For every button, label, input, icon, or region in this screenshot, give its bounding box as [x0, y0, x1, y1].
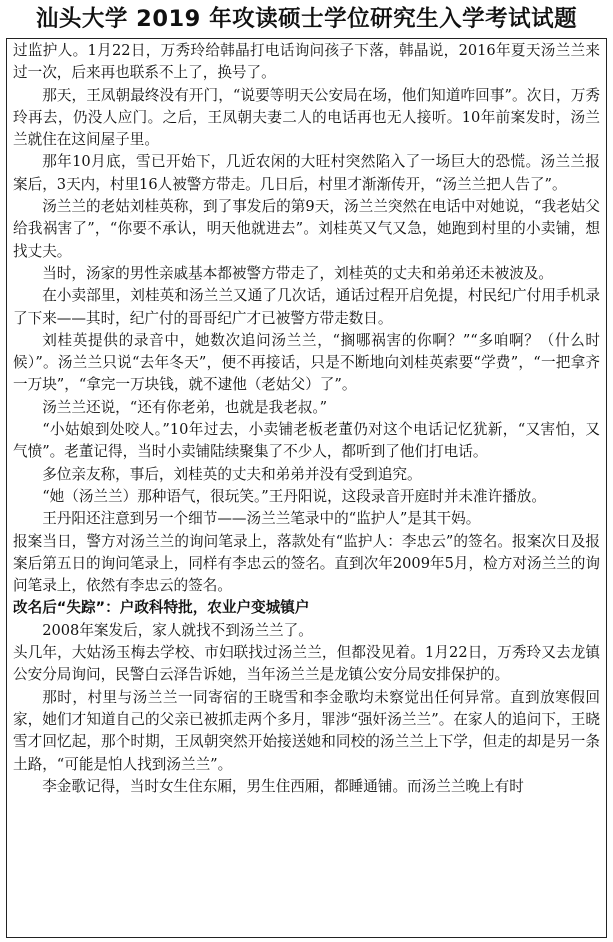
paragraph: 汤兰兰还说，“还有你老弟，也就是我老叔。”: [42, 398, 328, 416]
paragraph: 那年10月底，雪已开始下，几近农闲的大旺村突然陷入了一场巨大的恐慌。汤兰兰报案后，3天内，村里16人被警方带走。几日后，村里才渐渐传开，“汤兰兰把人告了”。: [13, 153, 600, 193]
paragraph: 那时，村里与汤兰兰一同寄宿的王晓雪和李金歌均未察觉出任何异常。直到放寒假回家，她们才知道自己的父亲已被抓走两个多月，罪涉“强奸汤兰兰”。在家人的追问下，王晓雪才回忆起，那个时期，王凤朝突然开始接送她和同校的汤兰兰上下学，但走的却是另一条土路，“可能是怕人找到汤兰兰”。: [13, 688, 600, 773]
paragraph: 那天，王凤朝最终没有开门，“说要等明天公安局在场，他们知道咋回事”。次日，万秀玲再去，仍没人应门。之后，王凤朝夫妻二人的电话再也无人接听。10年前案发时，汤兰兰就住在这间屋子里。: [13, 86, 600, 149]
paragraph: 报案当日，警方对汤兰兰的询问笔录上，落款处有“监护人：李忠云”的签名。报案次日及报案后第五日的询问笔录上，同样有李忠云的签名。直到次年2009年5月，检方对汤兰兰的询问笔录上，依然有李忠云的签名。: [13, 532, 600, 595]
paragraph: “她（汤兰兰）那种语气，很玩笑。”王丹阳说，这段录音开庭时并未准许播放。: [42, 487, 546, 505]
paragraph: 在小卖部里，刘桂英和汤兰兰又通了几次话，通话过程开启免提，村民纪广付用手机录了下来——其时，纪广付的哥哥纪广才已被警方带走数日。: [13, 287, 600, 327]
paragraph: 刘桂英提供的录音中，她数次追问汤兰兰，“搁哪祸害的你啊？”“多咱啊？（什么时候）”。汤兰兰只说“去年冬天”，便不再接话，只是不断地向刘桂英索要“学费”，“一把拿齐一万块”，“拿完一万块钱，就不逮他（老姑父）了”。: [13, 331, 600, 394]
paragraph: 过监护人。1月22日，万秀玲给韩晶打电话询问孩子下落，韩晶说，2016年夏天汤兰兰来过一次，后来再也联系不上了，换号了。: [13, 42, 600, 82]
paragraph: 王丹阳还注意到另一个细节——汤兰兰笔录中的“监护人”是其干妈。: [42, 510, 481, 528]
paragraph: 李金歌记得，当时女生住东厢，男生住西厢，都睡通铺。而汤兰兰晚上有时: [42, 777, 524, 795]
paragraph: 2008年案发后，家人就找不到汤兰兰了。: [42, 621, 313, 639]
passage-frame: [6, 38, 607, 938]
paragraph: 头几年，大姑汤玉梅去学校、市妇联找过汤兰兰，但都没见着。1月22日，万秀玲又去龙镇公安分局询问，民警白云泽告诉她，当年汤兰兰是龙镇公安分局安排保护的。: [13, 644, 600, 684]
paragraph: “小姑娘到处咬人。”10年过去，小卖铺老板老董仍对这个电话记忆犹新，“又害怕，又气愤”。老董记得，当时小卖铺陆续聚集了不少人，都听到了他们打电话。: [13, 421, 600, 461]
passage-body: [13, 40, 600, 798]
paragraph: 汤兰兰的老姑刘桂英称，到了事发后的第9天，汤兰兰突然在电话中对她说，“我老姑父给我祸害了”，“你要不承认，明天他就进去”。刘桂英又气又急，她跑到村里的小卖铺，想找丈夫。: [13, 198, 600, 260]
exam-title: 汕头大学 2019 年攻读硕士学位研究生入学考试试题: [35, 6, 578, 32]
paragraph: 多位亲友称，事后，刘桂英的丈夫和弟弟并没有受到追究。: [42, 465, 422, 483]
paragraph: 当时，汤家的男性亲戚基本都被警方带走了，刘桂英的丈夫和弟弟还未被波及。: [42, 264, 553, 282]
section-heading: 改名后“失踪”：户政科特批，农业户变城镇户: [13, 599, 310, 617]
